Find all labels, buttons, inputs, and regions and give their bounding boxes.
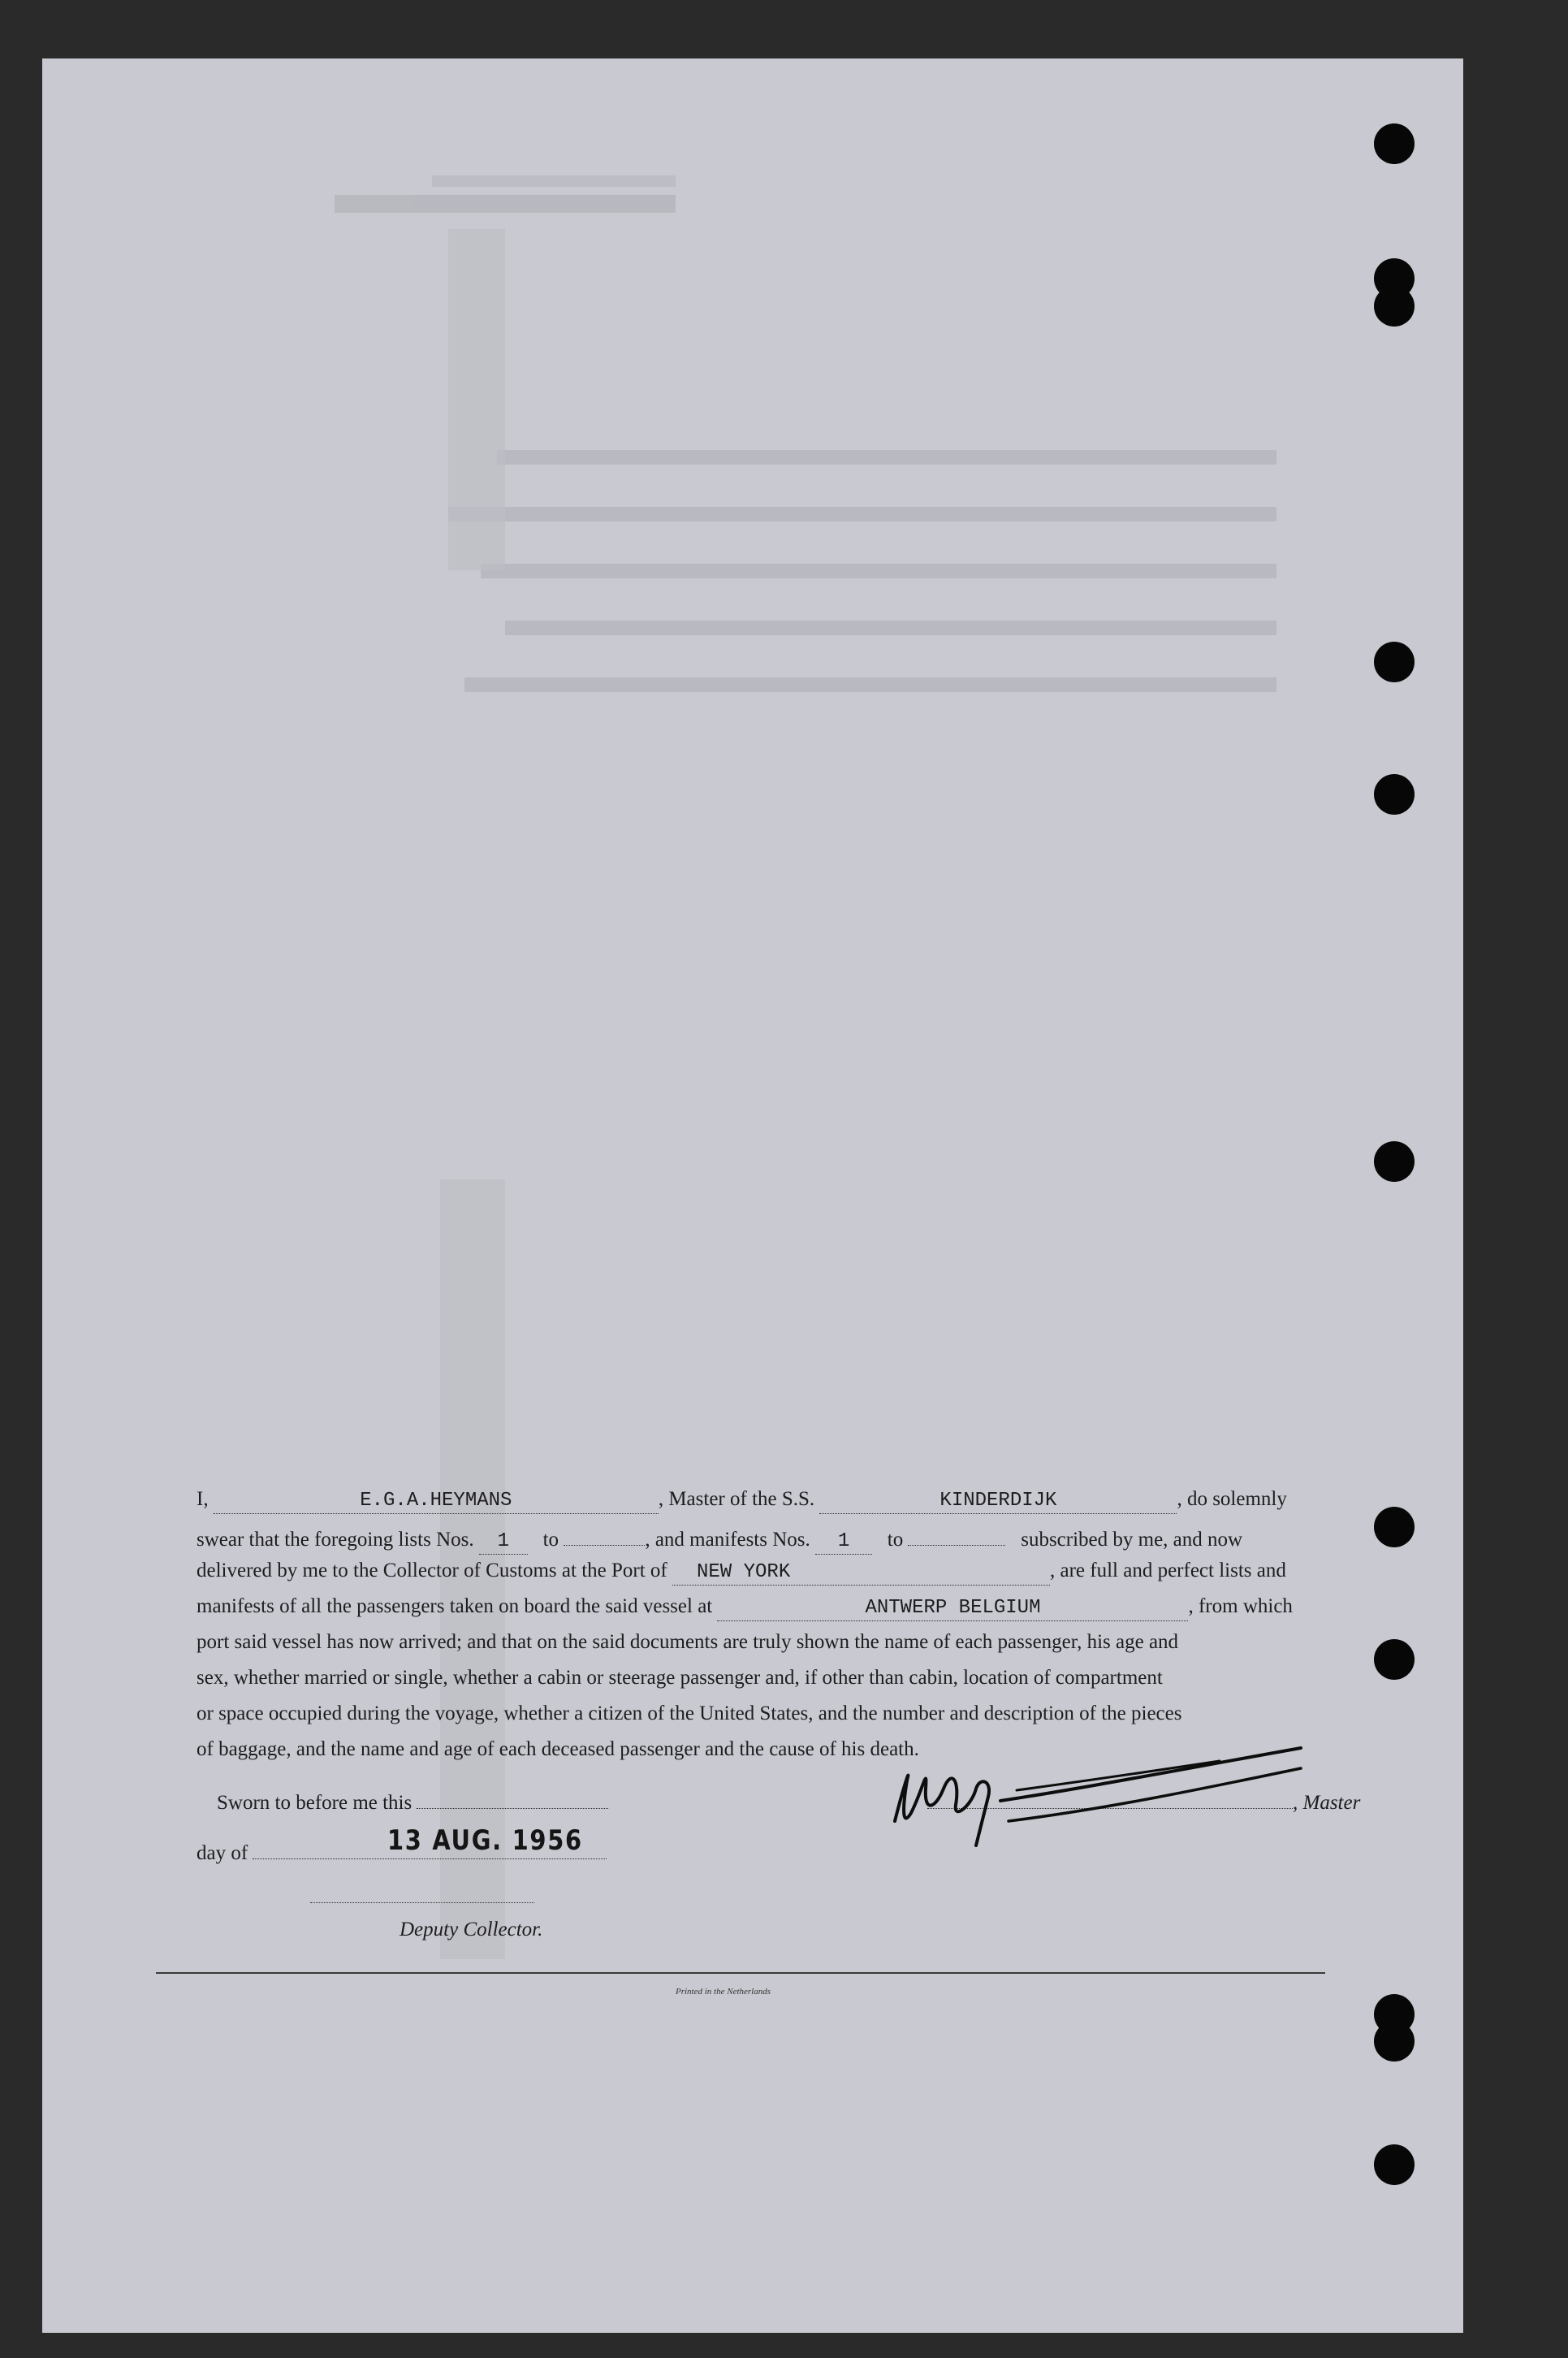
document-page [42,58,1463,2333]
punch-hole [1374,1639,1415,1680]
master-name-field [214,1492,659,1514]
date-stamp: 13 AUG. 1956 [387,1824,583,1857]
oath-line-5-text: port said vessel has now arrived; and that on the said documents are truly shown the name of each passenger, his age and [197,1631,1179,1653]
oath-line-8-text: of baggage, and the name and age of each deceased passenger and the cause of his death. [197,1738,919,1760]
punch-hole [1374,774,1415,815]
sworn-line [217,1787,608,1815]
oath-i: I, [197,1488,209,1510]
oath-line-6-text: sex, whether married or single, whether a cabin or steerage passenger and, if other than cabin, location of compartment [197,1667,1163,1689]
vessel-value: KINDERDIJK [940,1490,1057,1512]
oath-line-6 [197,1667,1163,1690]
oath-line-5 [197,1631,1178,1654]
list-to-field [564,1524,645,1546]
punch-hole [1374,2144,1415,2185]
printed-in-netherlands: Printed in the Netherlands [676,1987,771,1997]
delivered-text: delivered by me to the Collector of Customs at the Port of [197,1560,667,1581]
list-from-value: 1 [497,1530,510,1552]
subscribed-text: subscribed by me, and now [1021,1529,1243,1551]
sworn-text: Sworn to before me this [217,1792,413,1814]
and-manifests-text: , and manifests Nos. [645,1529,810,1551]
manifest-from-field [815,1530,872,1555]
manifest-to-field [908,1524,1005,1546]
manifests-taken-text: manifests of all the passengers taken on board the said vessel at [197,1595,713,1617]
swear-text: swear that the foregoing lists Nos. [197,1529,474,1551]
to-text-2: to [887,1529,904,1551]
oath-line-7-text: or space occupied during the voyage, whether a citizen of the United States, and the number and description of the pieces [197,1703,1182,1724]
punch-hole [1374,642,1415,682]
bleed-through-stamp-bond [448,229,505,570]
punch-hole [1374,2021,1415,2062]
deputy-collector-label: Deputy Collector. [400,1919,543,1940]
punch-hole [1374,1507,1415,1547]
punch-hole [1374,286,1415,327]
punch-hole [1374,123,1415,164]
oath-line-2 [197,1524,1242,1555]
to-text-1: to [542,1529,559,1551]
do-solemnly-text: , do solemnly [1177,1488,1287,1510]
oath-line-8 [197,1738,919,1761]
port-from-field [717,1599,1188,1621]
master-name-value: E.G.A.HEYMANS [360,1490,512,1512]
oath-line-7 [197,1703,1181,1725]
port-value: NEW YORK [697,1561,791,1583]
master-signature [879,1732,1333,1854]
port-field [672,1561,1050,1586]
bleed-through-rows [383,383,1276,725]
oath-line-4 [197,1595,1293,1621]
bleed-through-header [270,123,676,221]
sworn-day-field [417,1787,608,1809]
day-of-text: day of [197,1842,248,1864]
master-of-ss-text: , Master of the S.S. [658,1488,815,1510]
footer-rule [156,1972,1325,1974]
manifest-from-value: 1 [837,1530,850,1552]
punch-hole [1374,1141,1415,1182]
oath-line-1 [197,1488,1287,1514]
deputy-collector-line [310,1902,534,1903]
port-from-value: ANTWERP BELGIUM [865,1597,1041,1619]
list-from-field [479,1530,528,1555]
oath-line-3 [197,1560,1286,1586]
full-perfect-text: , are full and perfect lists and [1050,1560,1286,1581]
vessel-field [819,1492,1177,1514]
master-label: , Master [1293,1792,1361,1814]
from-which-text: , from which [1188,1595,1293,1617]
